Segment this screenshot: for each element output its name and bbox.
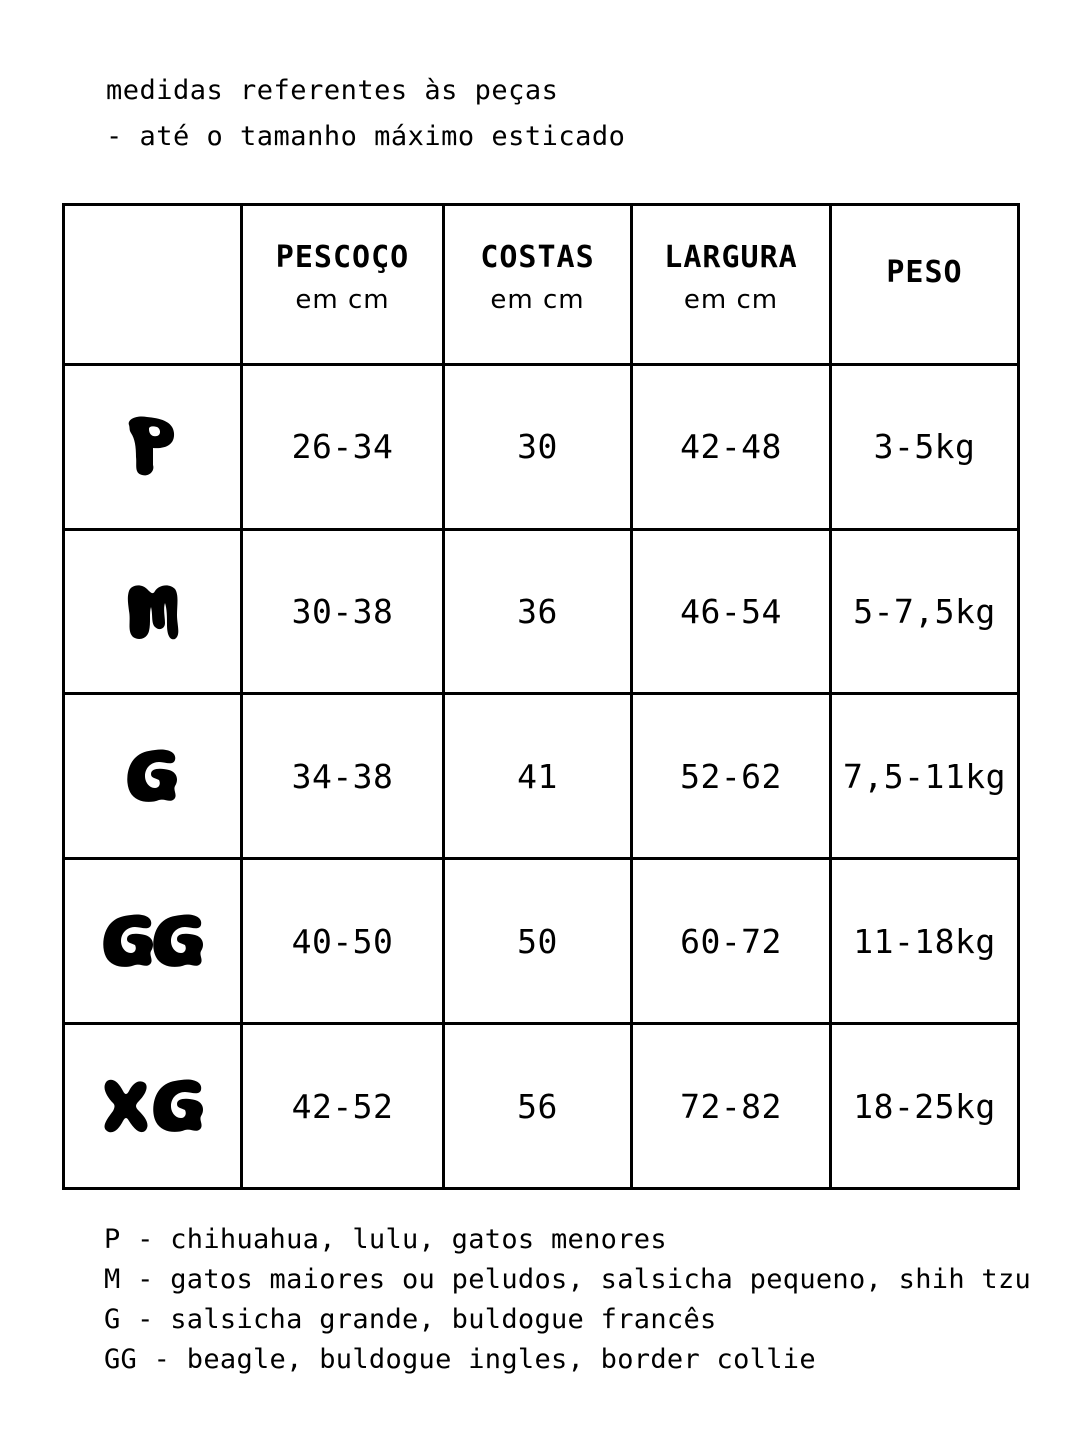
size-p-logo bbox=[123, 415, 183, 479]
note-line: M - gatos maiores ou peludos, salsicha pequeno, shih tzu bbox=[104, 1264, 1032, 1295]
header-costas bbox=[444, 205, 632, 365]
table-header-row bbox=[64, 205, 1019, 365]
size-table bbox=[62, 203, 1020, 1190]
cell-costas: 36 bbox=[444, 529, 632, 694]
header-title: PESCOÇO bbox=[275, 239, 410, 275]
cell-largura: 72-82 bbox=[632, 1024, 831, 1189]
header-pescoco bbox=[242, 205, 444, 365]
cell-pescoco: 26-34 bbox=[242, 364, 444, 529]
note-line: P - chihuahua, lulu, gatos menores bbox=[104, 1224, 667, 1255]
table-row bbox=[64, 694, 1019, 859]
cell-pescoco: 30-38 bbox=[242, 529, 444, 694]
header-unit: em cm bbox=[490, 284, 585, 315]
header-title: LARGURA bbox=[664, 239, 798, 275]
size-label-g bbox=[64, 694, 242, 859]
table-row bbox=[64, 1024, 1019, 1189]
header-unit: em cm bbox=[295, 284, 390, 315]
size-label-xg bbox=[64, 1024, 242, 1189]
table-row bbox=[64, 529, 1019, 694]
cell-pescoco: 40-50 bbox=[242, 859, 444, 1024]
cell-largura: 42-48 bbox=[632, 364, 831, 529]
cell-peso: 5-7,5kg bbox=[831, 529, 1019, 694]
header-largura bbox=[632, 205, 831, 365]
size-m-logo bbox=[125, 583, 181, 641]
cell-peso: 3-5kg bbox=[831, 364, 1019, 529]
size-label-gg bbox=[64, 859, 242, 1024]
cell-pescoco: 42-52 bbox=[242, 1024, 444, 1189]
size-xg-logo bbox=[101, 1077, 205, 1135]
header-empty-cell bbox=[64, 205, 242, 365]
cell-largura: 60-72 bbox=[632, 859, 831, 1024]
size-label-p bbox=[64, 364, 242, 529]
note-line: G - salsicha grande, buldogue francês bbox=[104, 1304, 717, 1335]
cell-pescoco: 34-38 bbox=[242, 694, 444, 859]
intro-line-1: medidas referentes às peças bbox=[106, 75, 559, 106]
note-line: GG - beagle, buldogue ingles, border collie bbox=[104, 1344, 816, 1375]
header-unit: em cm bbox=[683, 284, 779, 315]
size-g-logo bbox=[125, 748, 181, 804]
header-peso bbox=[831, 205, 1019, 365]
cell-peso: 7,5-11kg bbox=[831, 694, 1019, 859]
table-row bbox=[64, 364, 1019, 529]
header-title: PESO bbox=[886, 254, 963, 290]
cell-costas: 41 bbox=[444, 694, 632, 859]
breed-notes bbox=[104, 1220, 1031, 1380]
header-title: COSTAS bbox=[480, 239, 595, 275]
cell-costas: 30 bbox=[444, 364, 632, 529]
size-gg-logo bbox=[101, 913, 205, 969]
intro-line-2: - até o tamanho máximo esticado bbox=[106, 121, 626, 152]
cell-peso: 11-18kg bbox=[831, 859, 1019, 1024]
cell-costas: 56 bbox=[444, 1024, 632, 1189]
cell-costas: 50 bbox=[444, 859, 632, 1024]
cell-largura: 52-62 bbox=[632, 694, 831, 859]
cell-peso: 18-25kg bbox=[831, 1024, 1019, 1189]
cell-largura: 46-54 bbox=[632, 529, 831, 694]
intro-text bbox=[106, 68, 625, 160]
table-row bbox=[64, 859, 1019, 1024]
size-label-m bbox=[64, 529, 242, 694]
